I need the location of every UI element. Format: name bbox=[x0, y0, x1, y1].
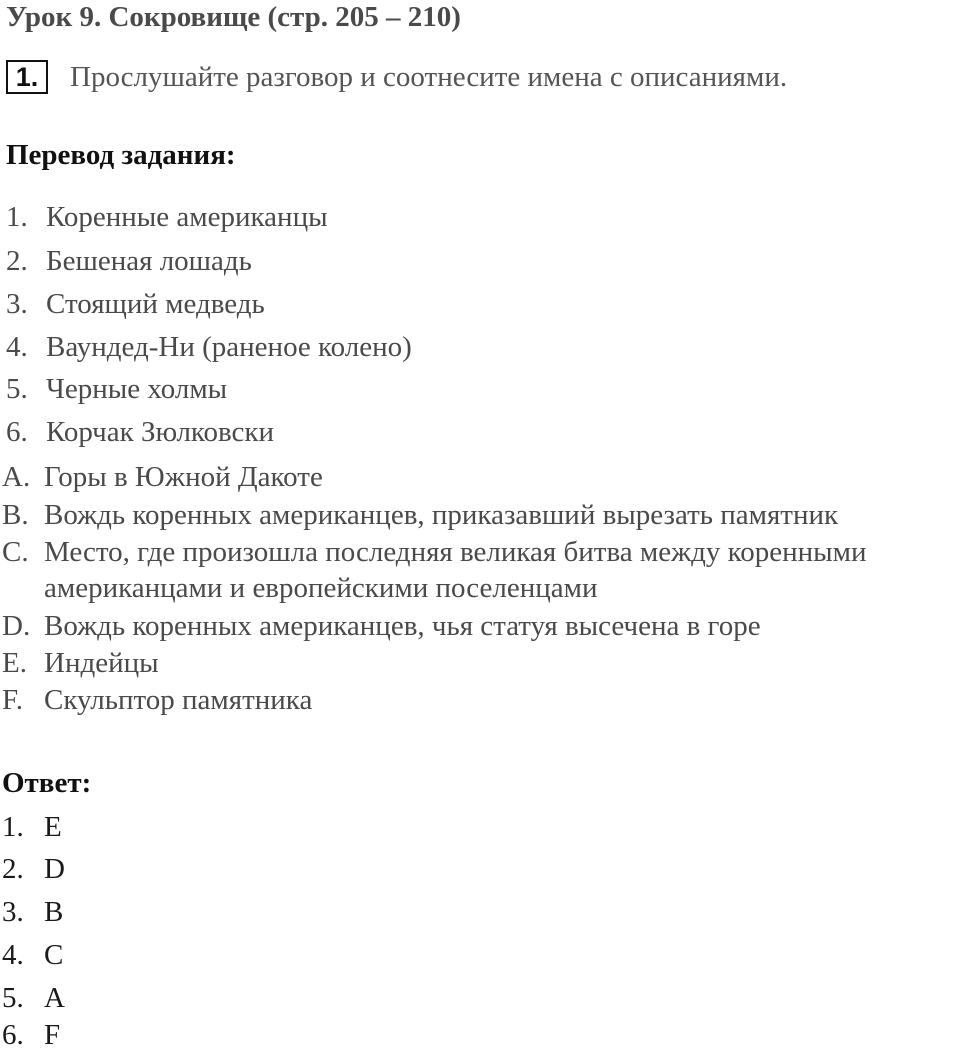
item-text: Горы в Южной Дакоте bbox=[44, 461, 323, 493]
task-text: Прослушайте разговор и соотнесите имена с описаниями. bbox=[70, 61, 788, 93]
item-number: 4. bbox=[6, 331, 28, 363]
item-text: Бешеная лошадь bbox=[46, 245, 252, 277]
item-number: 2. bbox=[6, 245, 28, 277]
item-text: Корчак Зюлковски bbox=[46, 416, 275, 448]
list-item bbox=[2, 609, 761, 643]
item-number: 5. bbox=[6, 373, 28, 405]
item-letter: A. bbox=[2, 461, 31, 493]
list-item bbox=[2, 646, 159, 680]
task-instruction bbox=[6, 60, 787, 96]
list-item bbox=[6, 415, 274, 449]
list-item bbox=[2, 460, 323, 494]
answer-letter: E bbox=[44, 811, 62, 843]
answer-number: 5. bbox=[2, 982, 24, 1014]
task-number-box: 1. bbox=[6, 60, 48, 94]
answer-number: 4. bbox=[2, 939, 24, 971]
answer-number: 1. bbox=[2, 811, 24, 843]
answer-letter: C bbox=[44, 939, 64, 971]
item-number: 3. bbox=[6, 288, 28, 320]
item-letter: C. bbox=[2, 536, 29, 568]
answer-letter: A bbox=[44, 982, 65, 1014]
item-letter: E. bbox=[2, 647, 27, 679]
list-item bbox=[2, 498, 838, 532]
list-item bbox=[6, 244, 252, 278]
item-text: Стоящий медведь bbox=[46, 288, 265, 320]
list-item bbox=[6, 372, 227, 406]
item-number: 6. bbox=[6, 416, 28, 448]
answer-item bbox=[2, 852, 65, 886]
item-text: Ваундед-Ни (раненое колено) bbox=[46, 331, 412, 363]
item-letter: B. bbox=[2, 499, 29, 531]
list-item bbox=[6, 287, 265, 321]
item-text-continuation: американцами и европейскими поселенцами bbox=[44, 572, 598, 604]
answer-item bbox=[2, 981, 65, 1015]
answer-item bbox=[2, 810, 62, 844]
page-title: Урок 9. Сокровище (стр. 205 – 210) bbox=[6, 1, 461, 33]
item-text: Место, где произошла последняя великая битва между коренными bbox=[44, 536, 867, 568]
answer-number: 2. bbox=[2, 853, 24, 885]
item-letter: F. bbox=[2, 684, 24, 716]
item-text: Вождь коренных американцев, чья статуя высечена в горе bbox=[44, 610, 761, 642]
answer-letter: D bbox=[44, 853, 65, 885]
answer-letter: F bbox=[44, 1019, 61, 1051]
item-text: Вождь коренных американцев, приказавший вырезать памятник bbox=[44, 499, 839, 531]
list-item bbox=[6, 330, 412, 364]
answer-item bbox=[2, 895, 63, 929]
item-text: Черные холмы bbox=[46, 373, 228, 405]
list-item bbox=[2, 683, 312, 717]
item-number: 1. bbox=[6, 201, 28, 233]
answer-item bbox=[2, 938, 63, 972]
item-text: Коренные американцы bbox=[46, 201, 328, 233]
answer-heading: Ответ: bbox=[2, 767, 92, 799]
answer-number: 6. bbox=[2, 1019, 24, 1051]
item-text: Индейцы bbox=[44, 647, 159, 679]
answer-item bbox=[2, 1018, 60, 1052]
translation-heading: Перевод задания: bbox=[6, 139, 236, 171]
item-text: Скульптор памятника bbox=[44, 684, 313, 716]
list-item bbox=[6, 200, 328, 234]
item-letter: D. bbox=[2, 610, 31, 642]
answer-letter: B bbox=[44, 896, 64, 928]
answer-number: 3. bbox=[2, 896, 24, 928]
list-item bbox=[2, 535, 867, 569]
list-item-continuation bbox=[2, 571, 597, 605]
